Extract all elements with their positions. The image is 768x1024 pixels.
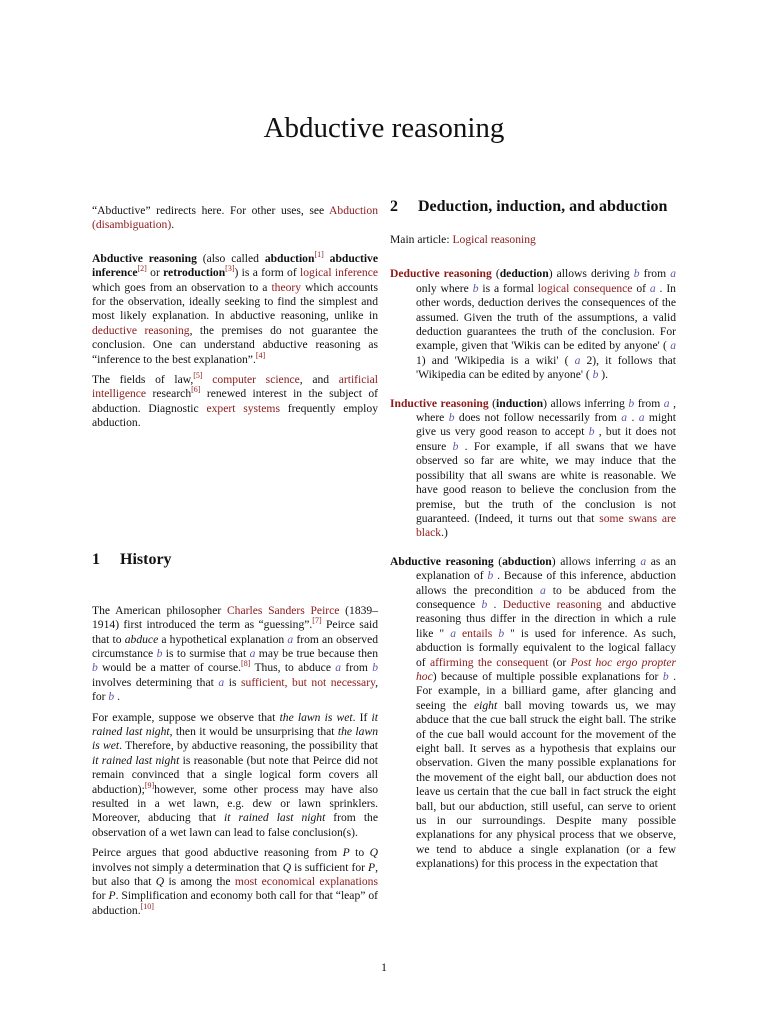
deductive-reasoning-link[interactable]: deductive reasoning [92, 323, 190, 337]
page-title: Abductive reasoning [263, 112, 505, 144]
ref-link[interactable]: [2] [137, 264, 147, 274]
page-number: 1 [381, 960, 387, 974]
logical-consequence-link[interactable]: logical consequence [537, 281, 633, 295]
deductive-paragraph: Deductive reasoning (deduction) allows deriving b from a only where b is a formal logical consequence of a . In other words, deduction derives the consequences of the assumed. Given the truth of the assumptions, a valid deduction guarantees the truth of the conclusion. For example, given that 'Wikis can be edited by anyone' ( a 1) and 'Wikipedia is a wiki' ( a 2), it follows that 'Wikipedia can be edited by anyone' ( b ). [390, 267, 676, 382]
ref-link[interactable]: [6] [191, 385, 201, 395]
hatnote-link[interactable]: Abduction (disambiguation) [92, 204, 378, 232]
hatnote: “Abductive” redirects here. For other uses, see Abduction (disambiguation). [92, 204, 378, 232]
ref-link[interactable]: [4] [255, 350, 266, 360]
peirce-link[interactable]: Charles Sanders Peirce [226, 603, 340, 617]
artificial-intelligence-link[interactable]: artificial intelligence [92, 373, 378, 401]
computer-science-link[interactable]: computer science [212, 373, 300, 387]
ref-link[interactable]: [5] [193, 371, 203, 381]
intro-paragraph-1: Abductive reasoning (also called abduction[1] abductive inference[2] or retroduction[3]) is a form of logical inference which goes from an observation to a theory which accounts for the observation, ideally seeking to find the simplest and most likely explanation. In abductive reasoning, unlike in deductive reasoning, the premises do not guarantee the conclusion. One can understand abductive reasoning as “inference to the best explanation”.[4] [92, 249, 378, 366]
history-paragraph-3: Peirce argues that good abductive reasoning from P to Q involves not simply a determination that Q is sufficient for P, but also that Q is among the most economical explanations for P. Simplification and economy both call for that “leap” of abduction.[10] [92, 846, 378, 917]
main-article-note: Main article: Logical reasoning [390, 233, 536, 246]
ref-link[interactable]: [10] [140, 901, 154, 911]
expert-systems-link[interactable]: expert systems [206, 401, 280, 415]
black-swans-link[interactable]: some swans are black [416, 511, 676, 540]
ref-link[interactable]: [1] [314, 249, 324, 259]
section-deduction-heading: 2 Deduction, induction, and abduction [390, 198, 668, 215]
inductive-paragraph: Inductive reasoning (induction) allows inferring b from a , where b does not follow necessarily from a . a might give us very good reason to accept b , but it does not ensure b . For example, if all swans that we have observed so far are white, we may induce that the possibility that all swans are white is reasonable. We have good reason to believe the conclusion from the premise, but the truth of the conclusion is not guaranteed. (Indeed, it turns out that some swans are black.) [390, 396, 676, 540]
ref-link[interactable]: [3] [225, 264, 235, 274]
history-paragraph-2: For example, suppose we observe that the lawn is wet. If it rained last night, then it would be unsurprising that the lawn is wet. Therefore, by abductive reasoning, the possibility that it rained last night is reasonable (but note that Peirce did not remain convinced that a single logical form covers all abduction);[9]however, some other process may have also resulted in a wet lawn, e.g. dew or lawn sprinklers. Moreover, abducing that it rained last night from the observation of a wet lawn can lead to false conclusion(s). [92, 710, 378, 839]
logical-reasoning-link[interactable]: Logical reasoning [452, 233, 536, 246]
inductive-reasoning-link[interactable]: Inductive reasoning [390, 396, 489, 410]
affirming-consequent-link[interactable]: affirming the consequent [429, 655, 549, 669]
economical-explanations-link[interactable]: most economical explanations [234, 875, 378, 888]
entails-link[interactable]: entails [462, 626, 493, 640]
ref-link[interactable]: [9] [144, 780, 155, 790]
left-column [92, 204, 378, 918]
right-column [390, 196, 676, 872]
history-paragraph-1: The American philosopher Charles Sanders Peirce (1839–1914) first introduced the term as “guessing”.[7] Peirce said that to abduce a hypothetical explanation a from an observed circumstance b is to surmise that a may be true because then b would be a matter of course.[8] Thus, to abduce a from b involves determining that a is sufficient, but not necessary, for b . [92, 603, 379, 704]
theory-link[interactable]: theory [271, 280, 302, 294]
abductive-paragraph: Abductive reasoning (abduction) allows inferring a as an explanation of b . Because of this inference, abduction allows the precondition a to be abduced from the consequence b . Deductive reasoning and abductive reasoning thus differ in the direction in which a rule like " a entails b " is used for inference. As such, abduction is formally equivalent to the logical fallacy of affirming the consequent (or Post hoc ergo propter hoc) because of multiple possible explanations for b . For example, in a billiard game, after glancing and seeing the eight ball moving towards us, we may abduce that the cue ball struck the eight ball. The strike of the cue ball would account for the movement of the eight ball. It serves as a hypothesis that explains our observation. Given the many possible explanations for the movement of the eight ball, our abduction does not leave us certain that the cue ball in fact struck the eight ball, but our abduction, still useful, can serve to orient us in our surroundings. Despite many possible explanations for any physical process that we observe, we tend to abduce a single explanation (or a few explanations) for this process in the expectation that [390, 554, 677, 871]
deductive-reasoning-link[interactable]: Deductive reasoning [390, 267, 492, 281]
sufficient-not-necessary-link[interactable]: sufficient, but not necessary [241, 675, 376, 689]
section-history-heading: 1 History [92, 550, 172, 568]
logical-inference-link[interactable]: logical inference [300, 266, 378, 280]
deductive-reasoning-link[interactable]: Deductive reasoning [502, 597, 602, 611]
ref-link[interactable]: [8] [241, 659, 251, 669]
intro-paragraph-2: The fields of law,[5] computer science, and artificial intelligence research[6] renewed interest in the subject of abduction. Diagnostic expert systems frequently employ abduction. [92, 371, 378, 430]
post-hoc-link[interactable]: Post hoc ergo propter hoc [416, 655, 677, 683]
ref-link[interactable]: [7] [312, 616, 322, 626]
